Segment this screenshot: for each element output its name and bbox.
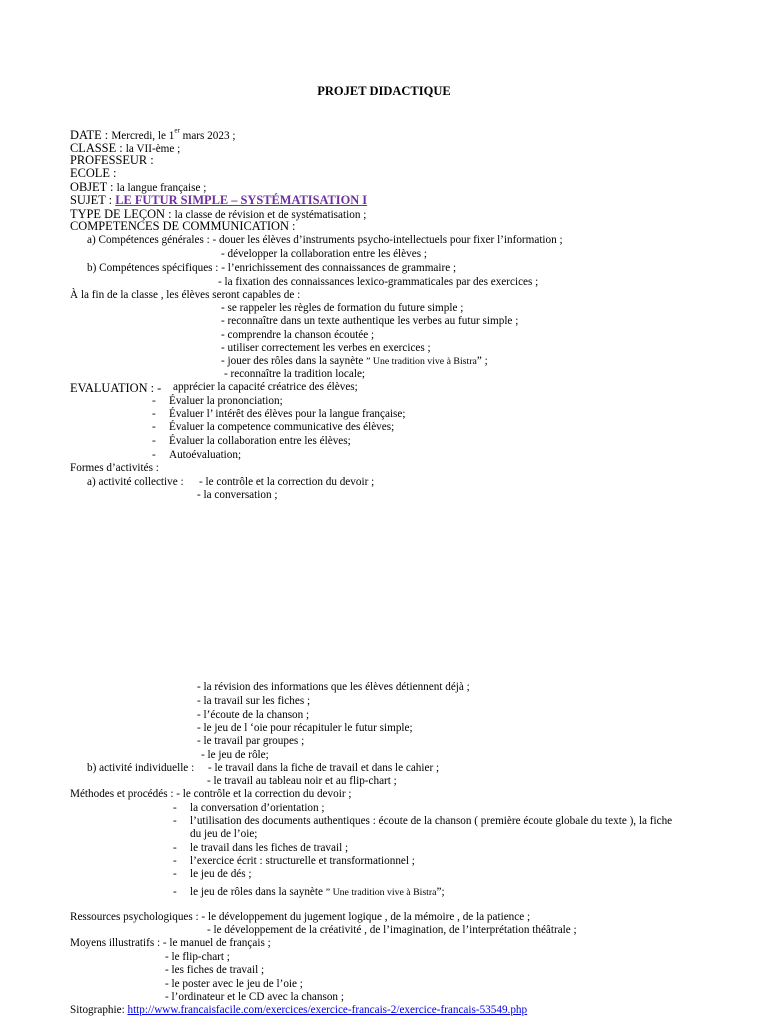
competences-specifiques-line-2: - la fixation des connaissances lexico-grammaticales par des exercices ; bbox=[218, 276, 539, 288]
methode-dash: - bbox=[173, 855, 177, 867]
sitographie-link[interactable]: http://www.francaisfacile.com/exercices/exercice-francais-2/exercice-francais-53549.php bbox=[127, 1004, 528, 1016]
capacity-item: - comprendre la chanson écoutée ; bbox=[221, 329, 375, 341]
methode-dash: - bbox=[173, 886, 177, 898]
professeur-line: PROFESSEUR : bbox=[70, 153, 154, 167]
competences-specifiques-line: b) Compétences spécifiques : - l’enrichissement des connaissances de grammaire ; bbox=[87, 262, 457, 274]
evaluation-item: Autoévaluation; bbox=[169, 449, 242, 461]
methode-item-continued: du jeu de l’oie; bbox=[190, 828, 258, 840]
methode-item: l’utilisation des documents authentiques : écoute de la chanson ( première écoute globale du texte ), la fiche bbox=[190, 815, 673, 827]
evaluation-dash: - bbox=[152, 435, 156, 447]
methode-dash: - bbox=[173, 815, 177, 827]
fin-classe-intro: À la fin de la classe , les élèves seront capables de : bbox=[70, 289, 301, 301]
capacity-item: - utiliser correctement les verbes en exercices ; bbox=[221, 342, 431, 354]
evaluation-item: Évaluer la prononciation; bbox=[169, 395, 283, 407]
activite-item: - la conversation ; bbox=[197, 489, 278, 501]
sujet-title: LE FUTUR SIMPLE – SYSTÉMATISATION I bbox=[115, 193, 368, 207]
classe-line: CLASSE : la VII-ème ; bbox=[70, 141, 181, 155]
methode-item: le travail dans les fiches de travail ; bbox=[190, 842, 349, 854]
competences-generales-line-2: - développer la collaboration entre les élèves ; bbox=[221, 248, 427, 260]
evaluation-item: Évaluer la collaboration entre les élèves; bbox=[169, 435, 351, 447]
evaluation-dash: - bbox=[152, 408, 156, 420]
activite-item: - le travail au tableau noir et au flip-chart ; bbox=[207, 775, 397, 787]
moyens-item: - le poster avec le jeu de l’oie ; bbox=[165, 978, 303, 990]
activite-item: - la révision des informations que les élèves détiennent déjà ; bbox=[197, 681, 470, 693]
methode-item: le jeu de dés ; bbox=[190, 868, 252, 880]
activite-item: - le travail dans la fiche de travail et dans le cahier ; bbox=[208, 762, 440, 774]
document-title: PROJET DIDACTIQUE bbox=[317, 84, 451, 98]
evaluation-dash: - bbox=[152, 421, 156, 433]
activite-individuelle-label: b) activité individuelle : bbox=[87, 762, 195, 774]
capacity-item: - reconnaître dans un texte authentique les verbes au futur simple ; bbox=[221, 315, 519, 327]
methode-dash: - bbox=[173, 842, 177, 854]
activite-collective-label: a) activité collective : bbox=[87, 476, 184, 488]
competences-heading: COMPETENCES DE COMMUNICATION : bbox=[70, 219, 296, 233]
evaluation-dash: - bbox=[152, 395, 156, 407]
activite-item: - le jeu de rôle; bbox=[201, 749, 269, 761]
methode-item: le jeu de rôles dans la saynète ” Une tradition vive à Bistra”; bbox=[190, 886, 445, 898]
evaluation-item: apprécier la capacité créatrice des élèves; bbox=[173, 381, 358, 393]
ressources-line-2: - le développement de la créativité , de l’imagination, de l’interprétation théâtrale ; bbox=[207, 924, 577, 936]
evaluation-dash: - bbox=[152, 449, 156, 461]
evaluation-item: Évaluer l’ intérêt des élèves pour la langue française; bbox=[169, 408, 406, 420]
activite-item: - l’écoute de la chanson ; bbox=[197, 709, 310, 721]
activite-item: - le travail par groupes ; bbox=[197, 735, 305, 747]
sitographie-line: Sitographie: http://www.francaisfacile.com/exercices/exercice-francais-2/exercice-francais-53549.php bbox=[70, 1004, 528, 1016]
evaluation-line: EVALUATION : - bbox=[70, 381, 162, 395]
capacity-item: - jouer des rôles dans la saynète ” Une tradition vive à Bistra” ; bbox=[221, 355, 488, 367]
sujet-line: SUJET : LE FUTUR SIMPLE – SYSTÉMATISATION I bbox=[70, 193, 368, 207]
date-line: DATE : Mercredi, le 1er mars 2023 ; bbox=[70, 126, 236, 142]
type-line: TYPE DE LEÇON : la classe de révision et de systématisation ; bbox=[70, 207, 367, 221]
methodes-heading: Méthodes et procédés : - le contrôle et la correction du devoir ; bbox=[70, 788, 352, 800]
moyens-item: - le flip-chart ; bbox=[165, 951, 230, 963]
methode-item: l’exercice écrit : structurelle et transformationnel ; bbox=[190, 855, 415, 867]
competences-generales-line: a) Compétences générales : - douer les élèves d’instruments psycho-intellectuels pour fixer l’information ; bbox=[87, 234, 563, 246]
ressources-line: Ressources psychologiques : - le développement du jugement logique , de la mémoire , de la patience ; bbox=[70, 911, 531, 923]
moyens-item: - les fiches de travail ; bbox=[165, 964, 265, 976]
methode-dash: - bbox=[173, 868, 177, 880]
methode-item: la conversation d’orientation ; bbox=[190, 802, 325, 814]
capacity-item: - reconnaître la tradition locale; bbox=[224, 368, 366, 380]
activite-item: - le contrôle et la correction du devoir ; bbox=[199, 476, 375, 488]
ecole-line: ECOLE : bbox=[70, 166, 117, 180]
activite-item: - le jeu de l ‘oie pour récapituler le futur simple; bbox=[197, 722, 413, 734]
moyens-item: - l’ordinateur et le CD avec la chanson ; bbox=[165, 991, 344, 1003]
capacity-item: - se rappeler les règles de formation du future simple ; bbox=[221, 302, 464, 314]
evaluation-item: Évaluer la competence communicative des élèves; bbox=[169, 421, 395, 433]
formes-activites-heading: Formes d’activités : bbox=[70, 462, 159, 474]
moyens-line: Moyens illustratifs : - le manuel de français ; bbox=[70, 937, 271, 949]
activite-item: - la travail sur les fiches ; bbox=[197, 695, 311, 707]
objet-line: OBJET : la langue française ; bbox=[70, 180, 207, 194]
methode-dash: - bbox=[173, 802, 177, 814]
